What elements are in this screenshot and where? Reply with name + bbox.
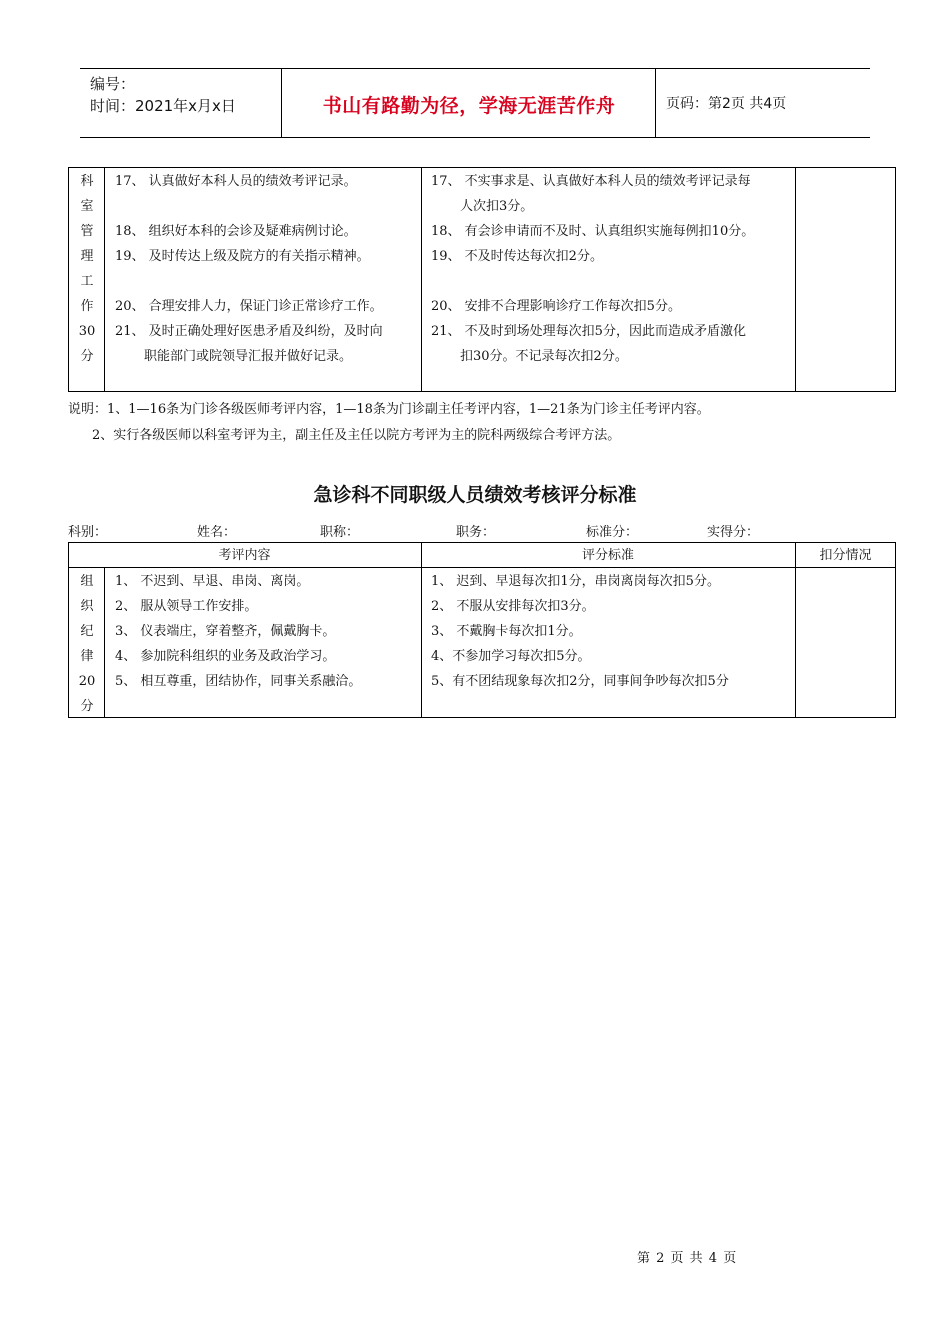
criteria-item: 3、 不戴胸卡每次扣1分。 bbox=[431, 624, 582, 639]
header-deduction: 扣分情况 bbox=[819, 548, 872, 563]
header-divider bbox=[655, 69, 656, 137]
header-criteria: 评分标准 bbox=[581, 548, 634, 563]
doc-time: 时间：2021年x月x日 bbox=[90, 97, 236, 115]
page-footer: 第 2 页 共 4 页 bbox=[637, 1251, 738, 1266]
field-label: 职称： bbox=[320, 525, 360, 540]
section-title: 急诊科不同职级人员绩效考核评分标准 bbox=[313, 484, 637, 506]
category-char: 律 bbox=[80, 649, 94, 664]
content-item: 4、 参加院科组织的业务及政治学习。 bbox=[115, 649, 336, 664]
category-char: 组 bbox=[80, 574, 94, 589]
category-char: 科 bbox=[80, 174, 94, 189]
category-char: 作 bbox=[80, 299, 94, 314]
header-motto: 书山有路勤为径，学海无涯苦作舟 bbox=[322, 95, 616, 117]
field-label: 职务： bbox=[456, 525, 496, 540]
category-char: 织 bbox=[80, 599, 94, 614]
category-char: 室 bbox=[80, 199, 94, 214]
criteria-item: 2、 不服从安排每次扣3分。 bbox=[431, 599, 595, 614]
category-char: 30 bbox=[78, 324, 96, 339]
criteria-item: 4、不参加学习每次扣5分。 bbox=[431, 649, 591, 664]
criteria-item: 20、 安排不合理影响诊疗工作每次扣5分。 bbox=[431, 299, 681, 314]
category-char: 纪 bbox=[80, 624, 94, 639]
criteria-item: 1、 迟到、早退每次扣1分，串岗离岗每次扣5分。 bbox=[431, 574, 720, 589]
content-item-continued: 职能部门或院领导汇报并做好记录。 bbox=[144, 349, 353, 364]
category-char: 分 bbox=[80, 349, 94, 364]
field-label: 实得分： bbox=[707, 525, 760, 540]
header-divider bbox=[281, 69, 282, 137]
field-label: 标准分： bbox=[586, 525, 639, 540]
header-page-info: 页码：第2页 共4页 bbox=[666, 96, 787, 112]
criteria-item: 21、 不及时到场处理每次扣5分，因此而造成矛盾激化 bbox=[431, 324, 746, 339]
field-label: 科别： bbox=[68, 525, 108, 540]
content-item: 2、 服从领导工作安排。 bbox=[115, 599, 258, 614]
content-item: 20、 合理安排人力，保证门诊正常诊疗工作。 bbox=[115, 299, 383, 314]
table-divider bbox=[795, 167, 796, 392]
criteria-item: 5、有不团结现象每次扣2分，同事间争吵每次扣5分 bbox=[431, 674, 729, 689]
criteria-item-continued: 人次扣3分。 bbox=[460, 199, 534, 214]
note-line: 说明：1、1—16条为门诊各级医师考评内容，1—18条为门诊副主任考评内容，1—21条为门诊主任考评内容。 bbox=[68, 402, 710, 417]
category-char: 分 bbox=[80, 699, 94, 714]
table-divider bbox=[795, 542, 796, 718]
category-char: 理 bbox=[80, 249, 94, 264]
doc-number: 编号： bbox=[90, 75, 136, 93]
criteria-item: 19、 不及时传达每次扣2分。 bbox=[431, 249, 603, 264]
content-item: 1、 不迟到、早退、串岗、离岗。 bbox=[115, 574, 310, 589]
field-label: 姓名： bbox=[197, 525, 237, 540]
header-content: 考评内容 bbox=[218, 548, 271, 563]
category-char: 管 bbox=[80, 224, 94, 239]
note-line: 2、实行各级医师以科室考评为主，副主任及主任以院方考评为主的院科两级综合考评方法。 bbox=[92, 428, 621, 443]
criteria-item-continued: 扣30分。不记录每次扣2分。 bbox=[460, 349, 628, 364]
content-item: 19、 及时传达上级及院方的有关指示精神。 bbox=[115, 249, 370, 264]
category-char: 工 bbox=[80, 274, 94, 289]
content-item: 17、 认真做好本科人员的绩效考评记录。 bbox=[115, 174, 357, 189]
content-item: 5、 相互尊重，团结协作，同事关系融洽。 bbox=[115, 674, 362, 689]
table-divider bbox=[421, 167, 422, 392]
header-meta bbox=[90, 73, 236, 117]
content-item: 21、 及时正确处理好医患矛盾及纠纷，及时向 bbox=[115, 324, 383, 339]
category-char: 20 bbox=[78, 674, 96, 689]
criteria-item: 17、 不实事求是、认真做好本科人员的绩效考评记录每 bbox=[431, 174, 751, 189]
table-divider bbox=[421, 542, 422, 718]
content-item: 18、 组织好本科的会诊及疑难病例讨论。 bbox=[115, 224, 357, 239]
content-item: 3、 仪表端庄，穿着整齐，佩戴胸卡。 bbox=[115, 624, 336, 639]
page-header bbox=[80, 68, 870, 138]
criteria-item: 18、 有会诊申请而不及时、认真组织实施每例扣10分。 bbox=[431, 224, 755, 239]
